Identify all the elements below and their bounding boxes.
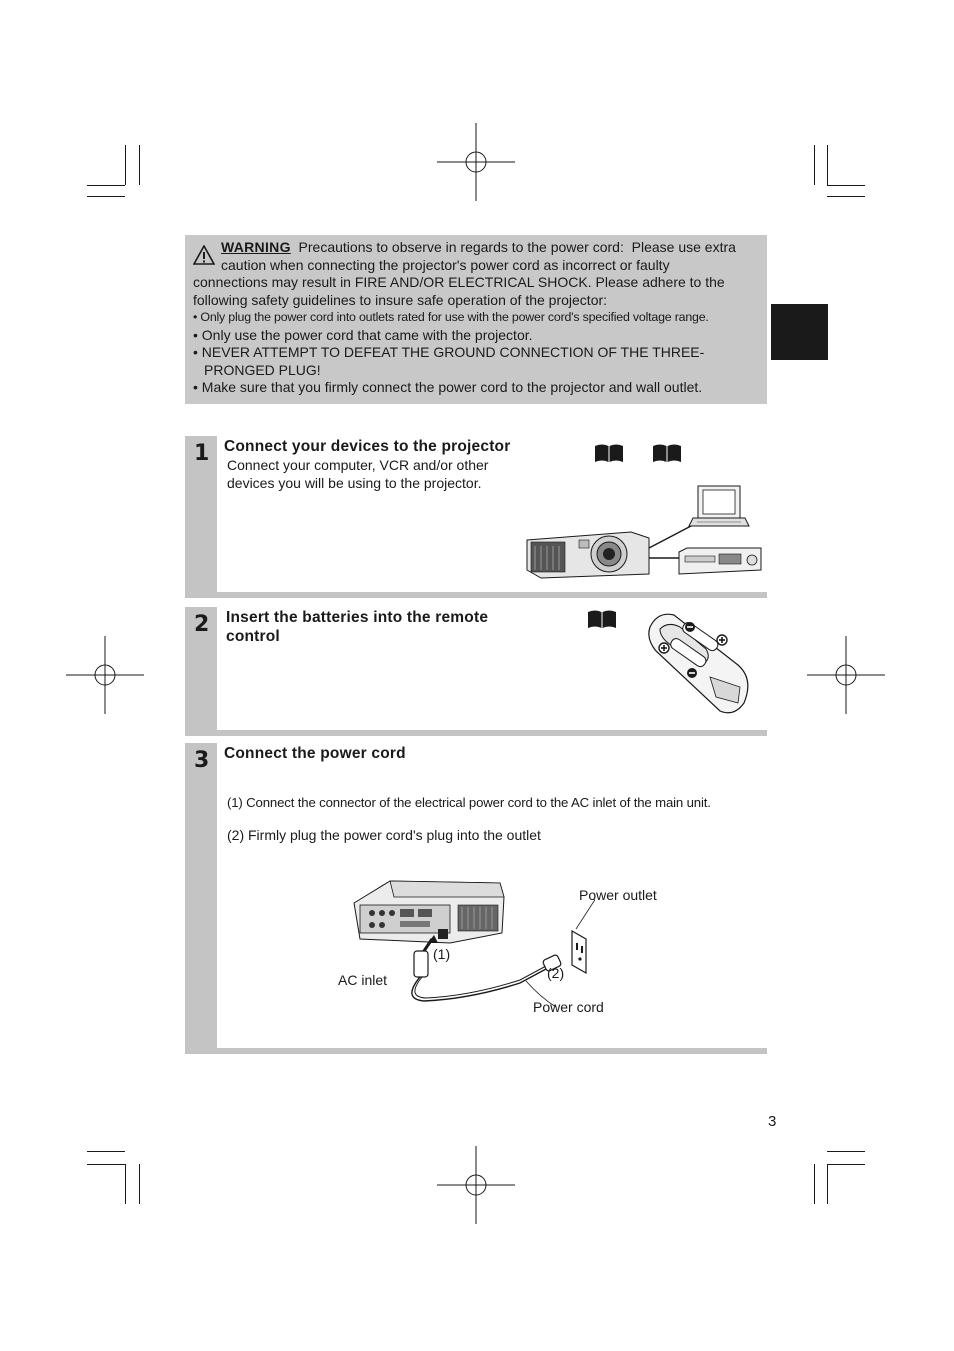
- power-outlet-label: Power outlet: [579, 887, 657, 903]
- crop-mark: [814, 145, 815, 185]
- registration-mark: [437, 123, 515, 201]
- warning-bullet: • NEVER ATTEMPT TO DEFEAT THE GROUND CONNECTION OF THE THREE-: [193, 344, 705, 360]
- step-number: 1: [194, 441, 210, 466]
- book-icon: [587, 609, 617, 629]
- step-body-line: devices you will be using to the projector.: [227, 475, 482, 491]
- crop-mark: [827, 1164, 828, 1204]
- power-cord-label: Power cord: [533, 999, 604, 1015]
- warning-lead: Precautions to observe in regards to the power cord:: [298, 239, 624, 255]
- registration-mark: [807, 636, 885, 714]
- warning-lead-cont: Please use extra: [631, 239, 736, 255]
- step-rail: [185, 743, 217, 1054]
- crop-mark: [125, 1164, 126, 1204]
- callout-2: (2): [547, 965, 565, 981]
- crop-mark: [139, 145, 140, 185]
- warning-heading: WARNING: [221, 239, 291, 255]
- crop-mark: [827, 1151, 865, 1152]
- crop-mark: [87, 1164, 125, 1165]
- warning-bullet: • Make sure that you firmly connect the power cord to the projector and wall outlet.: [193, 379, 703, 395]
- page-number: 3: [768, 1113, 777, 1130]
- step-divider: [217, 592, 767, 598]
- step-title-line: Insert the batteries into the remote: [226, 609, 489, 626]
- warning-line-4: following safety guidelines to insure safe operation of the projector:: [193, 291, 608, 308]
- warning-bullet: • Only plug the power cord into outlets rated for use with the power cord's specified voltage range.: [193, 310, 709, 324]
- warning-box: [185, 235, 767, 404]
- crop-mark: [814, 1164, 815, 1204]
- step-divider: [217, 1048, 767, 1054]
- step-title: [226, 608, 488, 646]
- crop-mark: [87, 196, 125, 197]
- crop-mark: [827, 196, 865, 197]
- warning-bullet: • Only use the power cord that came with the projector.: [193, 326, 533, 343]
- step-1: [185, 436, 767, 598]
- warning-line-1: [193, 239, 759, 257]
- step-divider: [217, 730, 767, 736]
- step-3: [185, 743, 767, 1054]
- remote-control-illustration: [640, 607, 755, 722]
- crop-mark: [827, 185, 865, 186]
- ac-inlet-label: AC inlet: [338, 972, 388, 988]
- section-tab-marker: [771, 304, 828, 360]
- crop-mark: [125, 145, 126, 185]
- devices-illustration: [521, 482, 766, 582]
- step-instruction: (1) Connect the connector of the electrical power cord to the AC inlet of the main unit.: [227, 795, 711, 810]
- step-title-line: control: [226, 628, 280, 645]
- step-number: 2: [194, 612, 210, 637]
- step-number: 3: [194, 748, 210, 773]
- crop-mark: [139, 1164, 140, 1204]
- step-body: [227, 456, 488, 492]
- step-instruction: (2) Firmly plug the power cord's plug into the outlet: [227, 827, 541, 843]
- registration-mark: [437, 1146, 515, 1224]
- warning-triangle-icon: [193, 245, 215, 265]
- warning-line-3: connections may result in FIRE AND/OR ELECTRICAL SHOCK. Please adhere to the: [193, 274, 725, 290]
- step-body-line: Connect your computer, VCR and/or other: [227, 457, 489, 473]
- book-icon: [652, 443, 682, 463]
- warning-line-2: caution when connecting the projector's power cord as incorrect or faulty: [221, 256, 670, 273]
- crop-mark: [827, 1164, 865, 1165]
- power-cord-illustration: [350, 873, 595, 1013]
- step-title: Connect the power cord: [224, 745, 406, 762]
- registration-mark: [66, 636, 144, 714]
- step-title: Connect your devices to the projector: [224, 438, 511, 455]
- crop-mark: [87, 185, 125, 186]
- book-icon: [594, 443, 624, 463]
- crop-mark: [827, 145, 828, 185]
- step-2: [185, 607, 767, 736]
- warning-bullet-cont: PRONGED PLUG!: [204, 361, 321, 378]
- callout-1: (1): [433, 946, 451, 962]
- crop-mark: [87, 1151, 125, 1152]
